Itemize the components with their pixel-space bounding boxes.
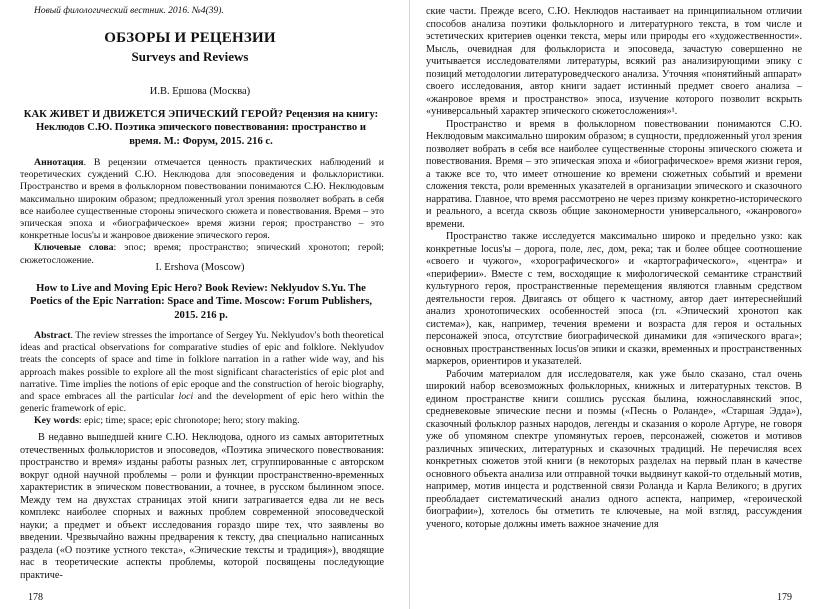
paragraph: Пространство и время в фольклорном повествовании понимаются С.Ю. Неклюдовым максимально широким образом; в сущности, предложенный угол зрения позволяет вобрать в себя все наиболее существенные стороны эпического сюжета и повествования. Время – это эпическая эпоха и «биографическое» время жизни героя, а также все то, что имеет отношение ко времени сюжетных событий и времени сложения текста, роли временных указателей в организации эпического и сказочного нарратива. Главное, что время рассмотрено не через призму конкретно-исторического и реального, а всегда сквозь общие закономерности универсального, «жанрового» времени. [426,118,802,230]
right-page [410,0,820,609]
keywords-label-ru: Ключевые слова [34,242,114,254]
abstract-text-en-2: and the development of epic hero within the generic framework of epic. [20,391,384,415]
body-text-right [426,6,802,531]
abstract-text-en-1: . The review stresses the importance of Sergey Yu. Neklyudov's both theoretical ideas and practical observations for comparative studies of epic and folklore. Neklyudov treats the concepts of space and time in folklore narration in a rather wide way, and his approach makes possible to explore all the most significant characteristics of epic plot and narrative. Time implies the notions of epic epoque and the construction of heroic biography, and space embraces all the particular [20,330,384,403]
abstract-ru [20,157,384,267]
article-title-en: How to Live and Moving Epic Hero? Book Review: Neklyudov S.Yu. The Poetics of the Epic Narration: Space and Time. Moscow: Forum Publishers, 2015. 216 p. [29,283,373,321]
keywords-text-en: : epic; time; space; epic chronotope; hero; story making. [78,415,300,427]
abstract-label-ru: Аннотация [34,157,84,168]
abstract-label-en: Abstract [34,330,71,341]
paragraph: Рабочим материалом для исследователя, как уже было сказано, стал очень широкий набор всевозможных фольклорных, книжных и литературных текстов. В едином пространстве книги сошлись русская былина, южнославянский эпос, средневековые эпические песни и поэмы («Песнь о Роланде», «Старшая Эдда»), сказочный фольклор разных народов, легенды и сказания о короле Артуре, не говоря уже об упомяном спектре упомянутых героев, персонажей, сюжетов и мотивов различных эпических, литературных и сказочных традиций. Не перечисляя всех конкретных сюжетов этой книги (в некоторых разделах на первый план в качестве основного объекта анализа или отправной точки выдвинут какой-то отдельный мотив, например, мотив инцеста и родственной связи Роланда и Карла Великого; в других преобладает систематический анализ одного аспекта, например, «героической биографии»), хотелось бы отметить те ключевые, на мой взгляд, рассуждения ученого, которые должны иметь важное значение для [426,368,802,530]
article-title-ru: КАК ЖИВЕТ И ДВИЖЕТСЯ ЭПИЧЕСКИЙ ГЕРОЙ? Рецензия на книгу: Неклюдов С.Ю. Поэтика эпического повествования: пространство и время. М.: Форум, 2015. 216 с. [23,109,379,147]
page-number-right: 179 [777,592,792,603]
paragraph: ские части. Прежде всего, С.Ю. Неклюдов настаивает на принципиальном отличии способов анализа поэтики фольклорного и литературного текста, в том числе и эстетических критериев оценки текста, меры или природы его «художественности». Мысль, очевидная для фольклориста и эпосоведа, зачастую совершенно не учитывается исследователями литературы, всякий раз анализирующими эпику с позиций методологии литературоведческого анализа. Уточняя «понятийный аппарат» своего исследования, автор книги задает истинный предмет своего анализа – «жанровое время и пространство» эпоса, изучение которого позволит вскрыть «универсальный характер эпического сюжетосложения»¹. [426,6,802,117]
section-title-en: Surveys and Reviews [131,49,249,64]
keywords-text-ru: : эпос; время; пространство; эпический хронотоп; герой; сюжетосложение. [20,242,384,266]
abstract-loci: loci [178,391,194,403]
author-en: I. Ershova (Moscow) [155,262,245,273]
page-number-left: 178 [28,592,43,603]
keywords-label-en: Key words [34,415,79,427]
paragraph: В недавно вышедшей книге С.Ю. Неклюдова, одного из самых авторитетных отечественных фольклористов и эпосоведов, «Поэтика эпического повествования: пространство и время» изданы работы разных лет, сгруппированные с авторском вокруг одной научной проблемы – роли и функции пространственно-временных характеристик в эпическом повествовании, а точнее, в русском былинном эпосе. Между тем на двухстах страницах этой книги затрагивается едва ли не весь комплекс наиболее спорных и важных проблем современной эпосоведческой науки; а предмет и объект исследования гораздо шире тех, что заявлены во введении. Чрезвычайно важны предварения к тексту, два специально написанных раздела («О поэтике устного текста», «Эпические тексты и традиция»), вводящие нас в теоретические аспекты проблемы, которой посвящены последующие практиче- [20,432,384,581]
body-text-left [20,432,384,582]
running-head: Новый филологический вестник. 2016. №4(39). [34,6,224,16]
paragraph: Пространство также исследуется максимально широко и предельно узко: как конкретные locus'ы – дорога, поле, лес, дом, река; так и более общее соотношение «своего и чужого», «хорографического» и «картографического», «центра» и «периферии». Вместе с тем, восходящие к мифологической семантике странствий культурного героя, пространственные перемещения являются главным средством деятельности героя. Двигаясь от общего к частному, автор дает интереснейший анализ хронотопических особенностей эпоса (гл. «Эпический хронотоп как система»), как, например, течения времени и возраста для героя и остальных персонажей эпоса, отсутствие биографической динамики для «эпического врага»; основных пространственных locus'ов эпики и сказки, временных и пространственных маркеров, ориентиров и указателей. [426,231,802,367]
abstract-text-ru: . В рецензии отмечается ценность практических наблюдений и теоретических суждений С.Ю. Неклюдова для эпосоведения и фольклористики. Пространство и время в фольклорном повествовании понимаются С.Ю. Неклюдовым максимально широким образом; предложенный угол зрения позволяет вобрать в себя все наиболее существенные стороны эпического сюжета и повествования. Время – это эпическая эпоха и «биографическое» время жизни героя; пространство – это конкретные locus'ы и жанровое движение эпического героя. [20,157,384,242]
section-title-ru: ОБЗОРЫ И РЕЦЕНЗИИ [104,30,276,46]
author-ru: И.В. Ершова (Москва) [149,86,251,97]
abstract-en [20,330,384,428]
